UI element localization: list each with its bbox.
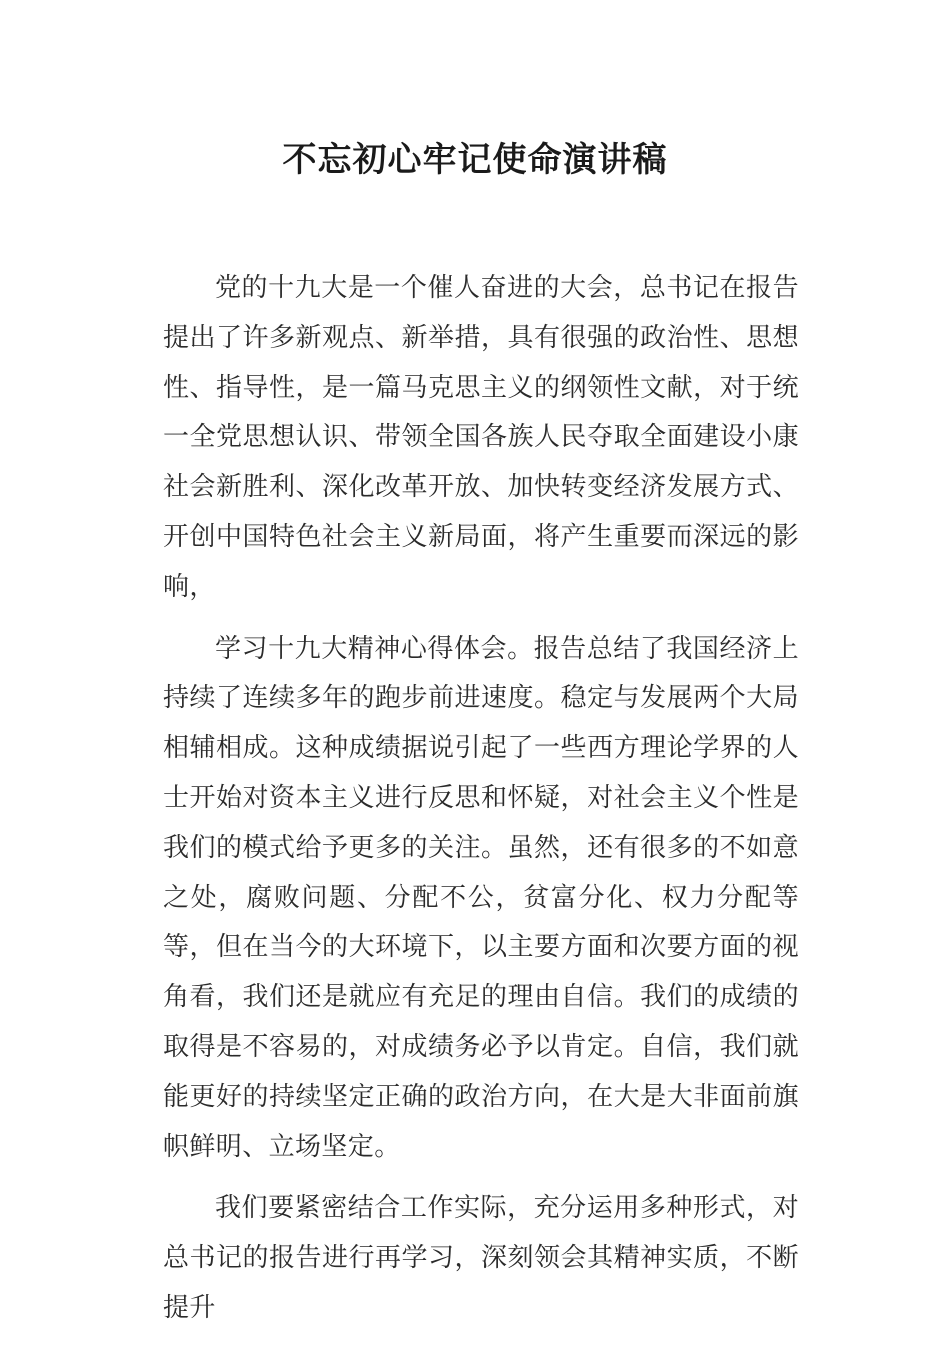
paragraph-1: 党的十九大是一个催人奋进的大会，总书记在报告提出了许多新观点、新举措，具有很强的政治性、思想性、指导性，是一篇马克思主义的纲领性文献，对于统一全党思想认识、带领全国各族人民夺取全面建设小康社会新胜利、深化改革开放、加快转变经济发展方式、开创中国特色社会主义新局面，将产生重要而深远的影响， xyxy=(163,273,799,602)
paragraph-3: 我们要紧密结合工作实际，充分运用多种形式，对总书记的报告进行再学习，深刻领会其精神实质，不断提升 xyxy=(163,1193,799,1323)
paragraph-2: 学习十九大精神心得体会。报告总结了我国经济上持续了连续多年的跑步前进速度。稳定与发展两个大局相辅相成。这种成绩据说引起了一些西方理论学界的人士开始对资本主义进行反思和怀疑，对社会主义个性是我们的模式给予更多的关注。虽然，还有很多的不如意之处，腐败问题、分配不公，贫富分化、权力分配等等，但在当今的大环境下，以主要方面和次要方面的视角看，我们还是就应有充足的理由自信。我们的成绩的取得是不容易的，对成绩务必予以肯定。自信，我们就能更好的持续坚定正确的政治方向，在大是大非面前旗帜鲜明、立场坚定。 xyxy=(163,633,799,1162)
document-body xyxy=(163,264,799,1346)
document-title: 不忘初心牢记使命演讲稿 xyxy=(282,140,668,180)
